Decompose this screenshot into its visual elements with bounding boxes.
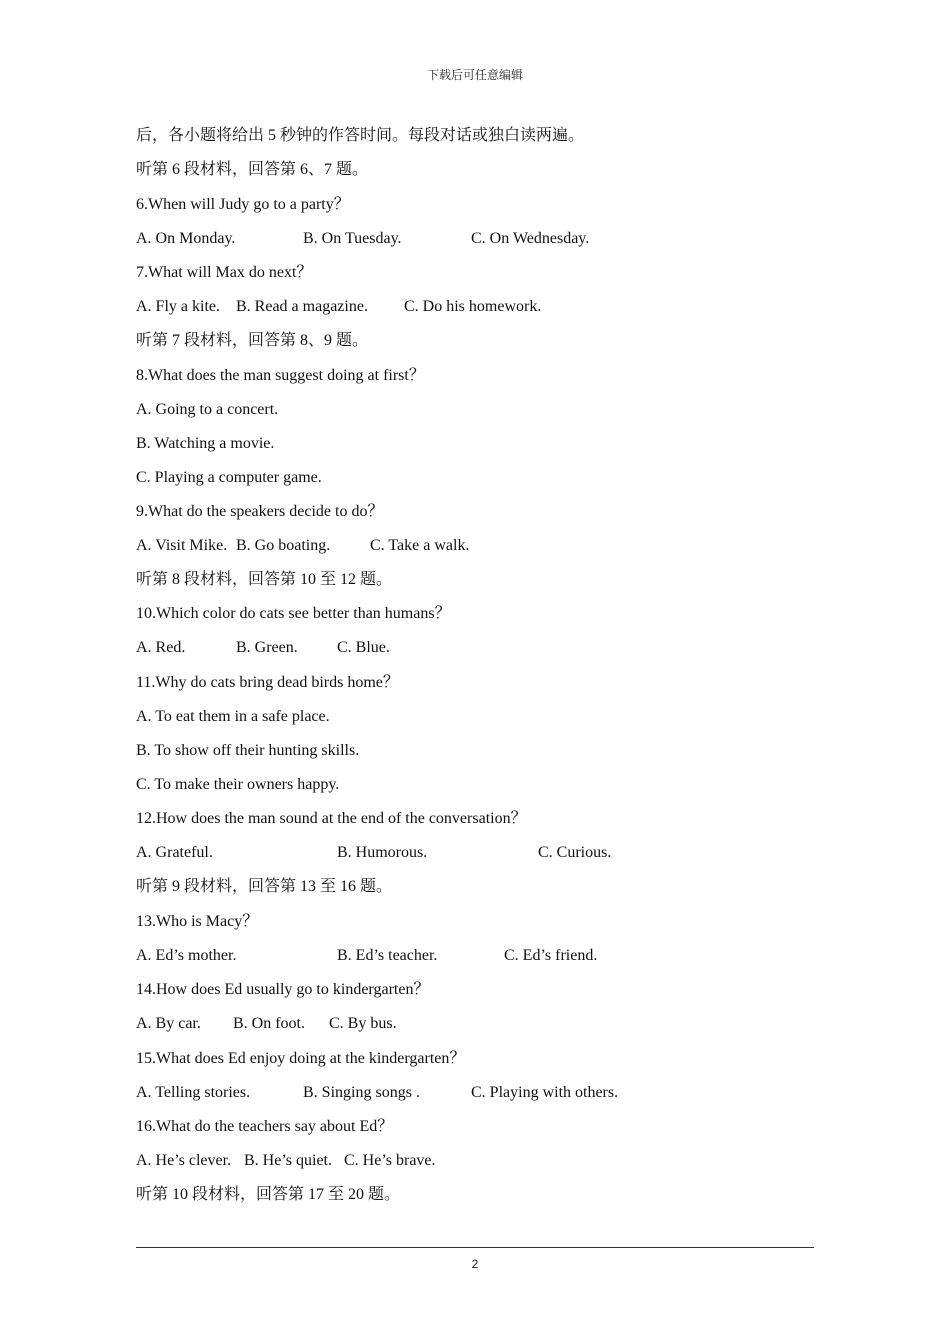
option-b: B. Singing songs . (303, 1084, 420, 1101)
option-c: C. Curious. (538, 844, 612, 861)
option-c: C. Blue. (337, 639, 390, 656)
question-12-options (136, 843, 836, 863)
question-13: 13.Who is Macy？ (136, 913, 259, 930)
section-7-heading: 听第 7 段材料，回答第 8、9 题。 (136, 332, 369, 349)
footer-divider (136, 1247, 814, 1248)
option-b: B. Go boating. (236, 537, 331, 554)
question-9: 9.What do the speakers decide to do？ (136, 503, 384, 520)
question-12: 12.How does the man sound at the end of the conversation？ (136, 810, 527, 827)
option-b: B. He’s quiet. (244, 1152, 332, 1169)
question-8-option-a: A. Going to a concert. (136, 401, 279, 418)
option-c: C. Playing with others. (471, 1084, 619, 1101)
option-c: C. Take a walk. (370, 537, 470, 554)
option-b: B. Ed’s teacher. (337, 947, 438, 964)
question-11-option-c: C. To make their owners happy. (136, 776, 340, 793)
question-8: 8.What does the man suggest doing at first？ (136, 367, 425, 384)
question-8-option-c: C. Playing a computer game. (136, 469, 322, 486)
question-11-option-a: A. To eat them in a safe place. (136, 708, 330, 725)
option-c: C. On Wednesday. (471, 230, 590, 247)
option-a: A. Grateful. (136, 844, 213, 861)
question-15: 15.What does Ed enjoy doing at the kindergarten？ (136, 1050, 466, 1067)
question-14-options (136, 1014, 836, 1034)
option-a: A. Ed’s mother. (136, 947, 237, 964)
option-a: A. Visit Mike. (136, 537, 228, 554)
question-8-option-b: B. Watching a movie. (136, 435, 275, 452)
question-7-options (136, 297, 836, 317)
section-6-heading: 听第 6 段材料，回答第 6、7 题。 (136, 161, 369, 178)
option-a: A. Telling stories. (136, 1084, 251, 1101)
option-b: B. On Tuesday. (303, 230, 402, 247)
option-a: A. Fly a kite. (136, 298, 220, 315)
option-b: B. Read a magazine. (236, 298, 368, 315)
question-14: 14.How does Ed usually go to kindergarten？ (136, 981, 430, 998)
option-a: A. By car. (136, 1015, 201, 1032)
question-15-options (136, 1083, 836, 1103)
question-10: 10.Which color do cats see better than humans？ (136, 605, 451, 622)
question-6: 6.When will Judy go to a party？ (136, 196, 350, 213)
section-9-heading: 听第 9 段材料，回答第 13 至 16 题。 (136, 878, 393, 895)
option-c: C. He’s brave. (344, 1152, 436, 1169)
question-16: 16.What do the teachers say about Ed？ (136, 1118, 394, 1135)
option-b: B. On foot. (233, 1015, 305, 1032)
option-c: C. Do his homework. (404, 298, 542, 315)
question-6-options (136, 229, 836, 249)
option-a: A. On Monday. (136, 230, 236, 247)
option-b: B. Humorous. (337, 844, 428, 861)
option-a: A. He’s clever. (136, 1152, 232, 1169)
question-16-options (136, 1151, 836, 1171)
instruction-text: 后，各小题将给出 5 秒钟的作答时间。每段对话或独白读两遍。 (136, 127, 585, 144)
section-8-heading: 听第 8 段材料，回答第 10 至 12 题。 (136, 571, 393, 588)
option-c: C. By bus. (329, 1015, 397, 1032)
page-number: 2 (471, 1257, 479, 1271)
question-7: 7.What will Max do next？ (136, 264, 313, 281)
question-9-options (136, 536, 836, 556)
option-a: A. Red. (136, 639, 186, 656)
question-11-option-b: B. To show off their hunting skills. (136, 742, 360, 759)
option-b: B. Green. (236, 639, 298, 656)
question-10-options (136, 638, 836, 658)
section-10-heading: 听第 10 段材料，回答第 17 至 20 题。 (136, 1186, 401, 1203)
question-11: 11.Why do cats bring dead birds home？ (136, 674, 399, 691)
page-header: 下载后可任意编辑 (426, 68, 523, 82)
question-13-options (136, 946, 836, 966)
option-c: C. Ed’s friend. (504, 947, 598, 964)
